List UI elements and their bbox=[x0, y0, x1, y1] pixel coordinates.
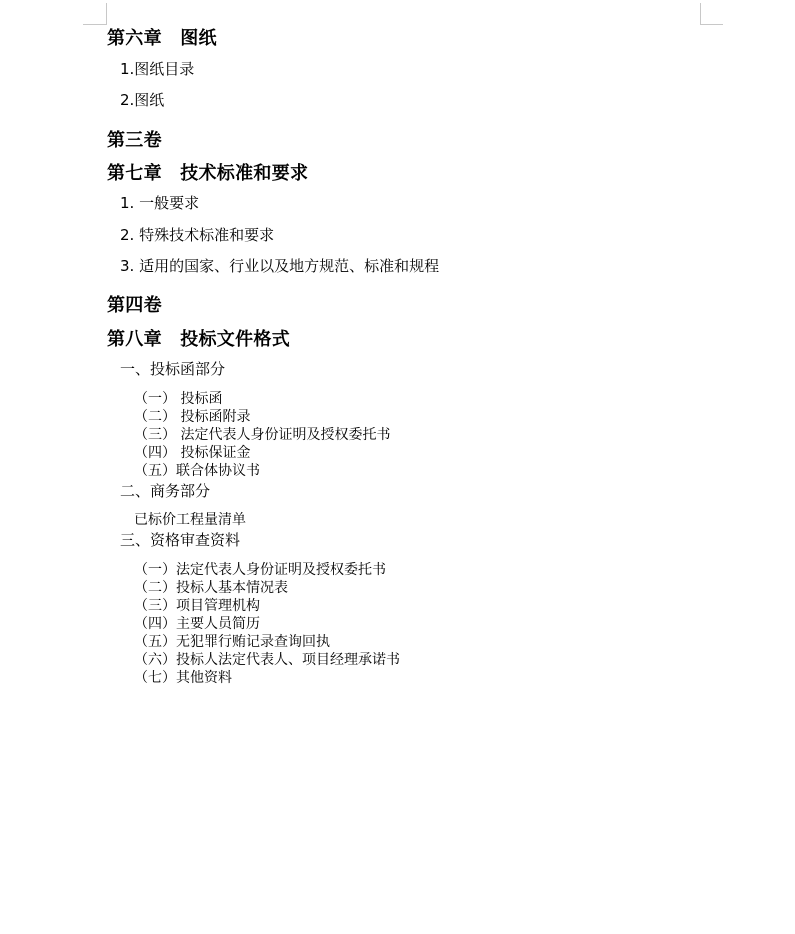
section3-item-5: （五）无犯罪行贿记录查询回执 bbox=[134, 634, 330, 650]
section3-item-2: （二）投标人基本情况表 bbox=[134, 580, 288, 596]
chapter7-heading: 第七章 技术标准和要求 bbox=[107, 163, 309, 184]
chapter6-item-1: 1.图纸目录 bbox=[120, 60, 195, 78]
section3-heading: 三、资格审查资料 bbox=[120, 531, 241, 549]
section3-item-7: （七）其他资料 bbox=[134, 670, 232, 686]
crop-mark-top-left-vertical bbox=[106, 3, 107, 25]
section1-item-3: （三） 法定代表人身份证明及授权委托书 bbox=[134, 427, 391, 443]
crop-mark-top-left-horizontal bbox=[83, 24, 107, 25]
section1-item-5: （五）联合体协议书 bbox=[134, 463, 260, 479]
chapter7-item-2: 2. 特殊技术标准和要求 bbox=[120, 226, 275, 244]
section1-item-4: （四） 投标保证金 bbox=[134, 445, 251, 461]
section1-item-1: （一） 投标函 bbox=[134, 391, 223, 407]
volume3-heading: 第三卷 bbox=[107, 130, 162, 151]
section3-item-6: （六）投标人法定代表人、项目经理承诺书 bbox=[134, 652, 400, 668]
section3-item-4: （四）主要人员简历 bbox=[134, 616, 260, 632]
volume4-heading: 第四卷 bbox=[107, 295, 162, 316]
section1-item-2: （二） 投标函附录 bbox=[134, 409, 251, 425]
chapter6-heading: 第六章 图纸 bbox=[107, 28, 217, 49]
chapter7-item-3: 3. 适用的国家、行业以及地方规范、标准和规程 bbox=[120, 257, 440, 275]
section3-item-1: （一）法定代表人身份证明及授权委托书 bbox=[134, 562, 386, 578]
section2-item-1: 已标价工程量清单 bbox=[134, 512, 246, 528]
chapter6-item-2: 2.图纸 bbox=[120, 91, 165, 109]
crop-mark-top-right-vertical bbox=[700, 3, 701, 25]
section1-heading: 一、投标函部分 bbox=[120, 360, 226, 378]
section2-heading: 二、商务部分 bbox=[120, 482, 211, 500]
section3-item-3: （三）项目管理机构 bbox=[134, 598, 260, 614]
chapter8-heading: 第八章 投标文件格式 bbox=[107, 329, 290, 350]
chapter7-item-1: 1. 一般要求 bbox=[120, 194, 200, 212]
crop-mark-top-right-horizontal bbox=[700, 24, 723, 25]
